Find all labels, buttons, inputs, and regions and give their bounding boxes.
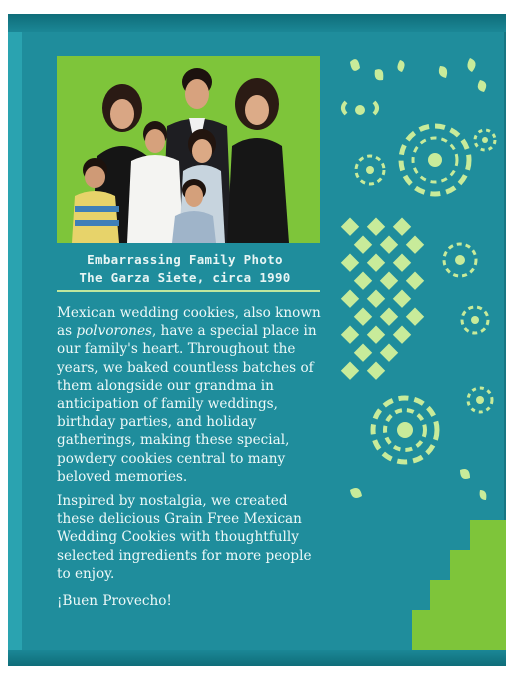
- story-p1-start: Mexican wedding cookies, also known as: [57, 305, 321, 340]
- photo-caption-subtitle: The Garza Siete, circa 1990: [79, 270, 291, 285]
- package-bottom-edge: [8, 650, 506, 666]
- photo-caption-title: Embarrassing Family Photo: [87, 252, 283, 267]
- package-top-edge: [8, 14, 506, 32]
- caption-divider: [57, 290, 320, 292]
- story-p1-end: , have a special place in our family's heart. Throughout the years, we baked countless batches of them alongside our grandma in anticipation of family weddings, birthday parties, and holiday gatherings, making these special, powdery cookies central to many beloved memories.: [57, 323, 317, 485]
- story-paragraph-1: [57, 304, 327, 486]
- package-side-band: [8, 32, 22, 650]
- story-paragraph-2: Inspired by nostalgia, we created these delicious Grain Free Mexican Wedding Cookies with thoughtfully selected ingredients for more people to enjoy.: [57, 493, 312, 582]
- story-p1-italic-term: polvorones: [76, 323, 152, 340]
- story-paragraph-3: ¡Buen Provecho!: [57, 593, 172, 609]
- papel-picado-pattern: [330, 50, 506, 650]
- family-photo: [57, 56, 320, 243]
- family-photo-illustration: [57, 56, 320, 243]
